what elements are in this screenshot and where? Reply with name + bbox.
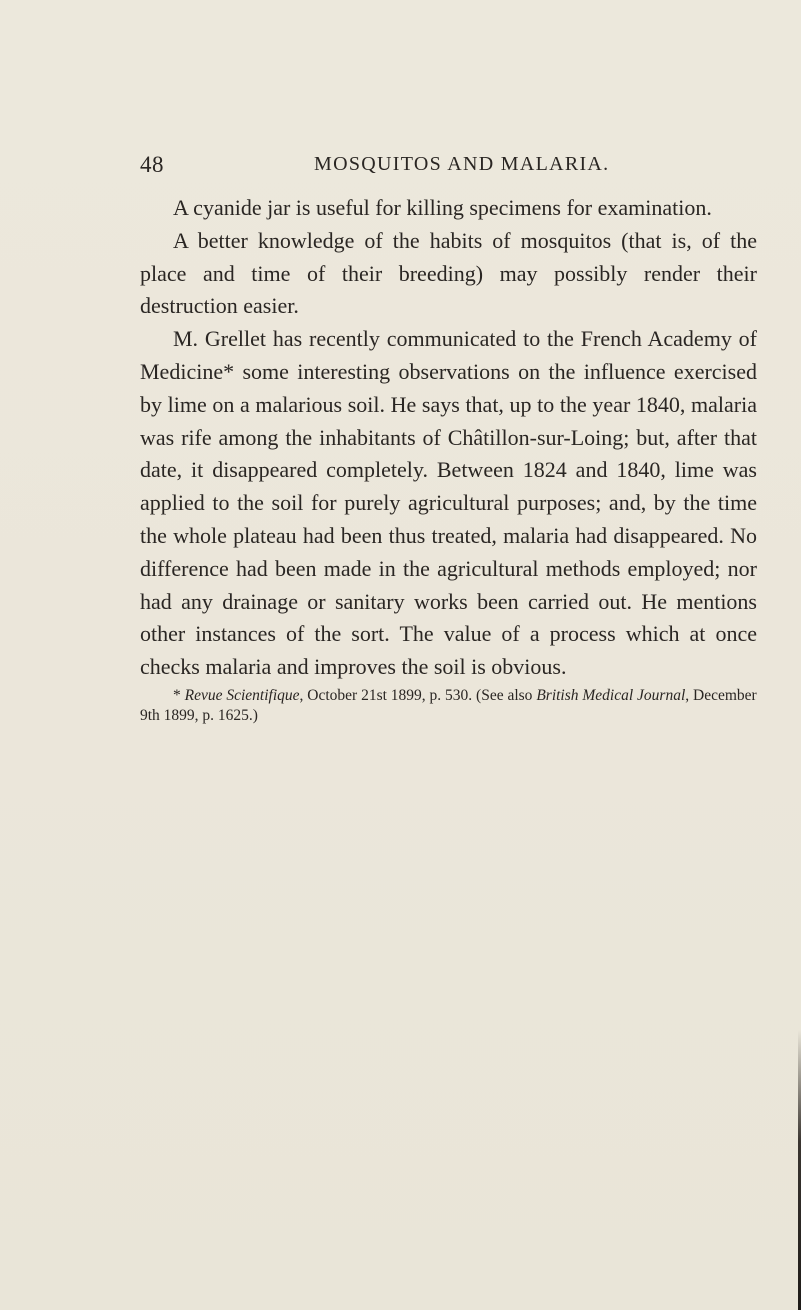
footnote-text [140, 686, 760, 725]
footnote-citation: , October 21st 1899, p. 530. (See also [299, 687, 537, 704]
body-text [140, 192, 757, 684]
page-number: 48 [140, 152, 164, 177]
running-title: MOSQUITOS AND MALARIA. [314, 153, 610, 175]
paragraph: M. Grellet has recently communicated to the French Academy of Medicine* some interesting observations on the influence exercised by lime on a malarious soil. He says that, up to the year 1840, malaria was rife among the inhabitants of Châtillon-sur-Loing; but, after that date, it disappeared completely. Between 1824 and 1840, lime was applied to the soil for purely agricultural purposes; and, by the time the whole plateau had been thus treated, malaria had disappeared. No difference had been made in the agricultural methods employed; nor had any drainage or sanitary works been carried out. He mentions other instances of the sort. The value of a process which at once checks malaria and improves the soil is obvious. [140, 326, 757, 680]
footnote-citation-2: , December 9th 1899, p. 1625.) [140, 687, 757, 724]
footnote-journal: Revue Scientifique [184, 687, 300, 704]
footnote [140, 686, 760, 725]
paragraph: A better knowledge of the habits of mosquitos (that is, of the place and time of their breeding) may possibly render their destruction easier. [140, 227, 757, 319]
paragraph: A cyanide jar is useful for killing specimens for examination. [173, 195, 712, 220]
footnote-marker: * [173, 687, 185, 704]
running-head [140, 152, 730, 182]
footnote-journal-2: British Medical Journal [536, 687, 686, 704]
